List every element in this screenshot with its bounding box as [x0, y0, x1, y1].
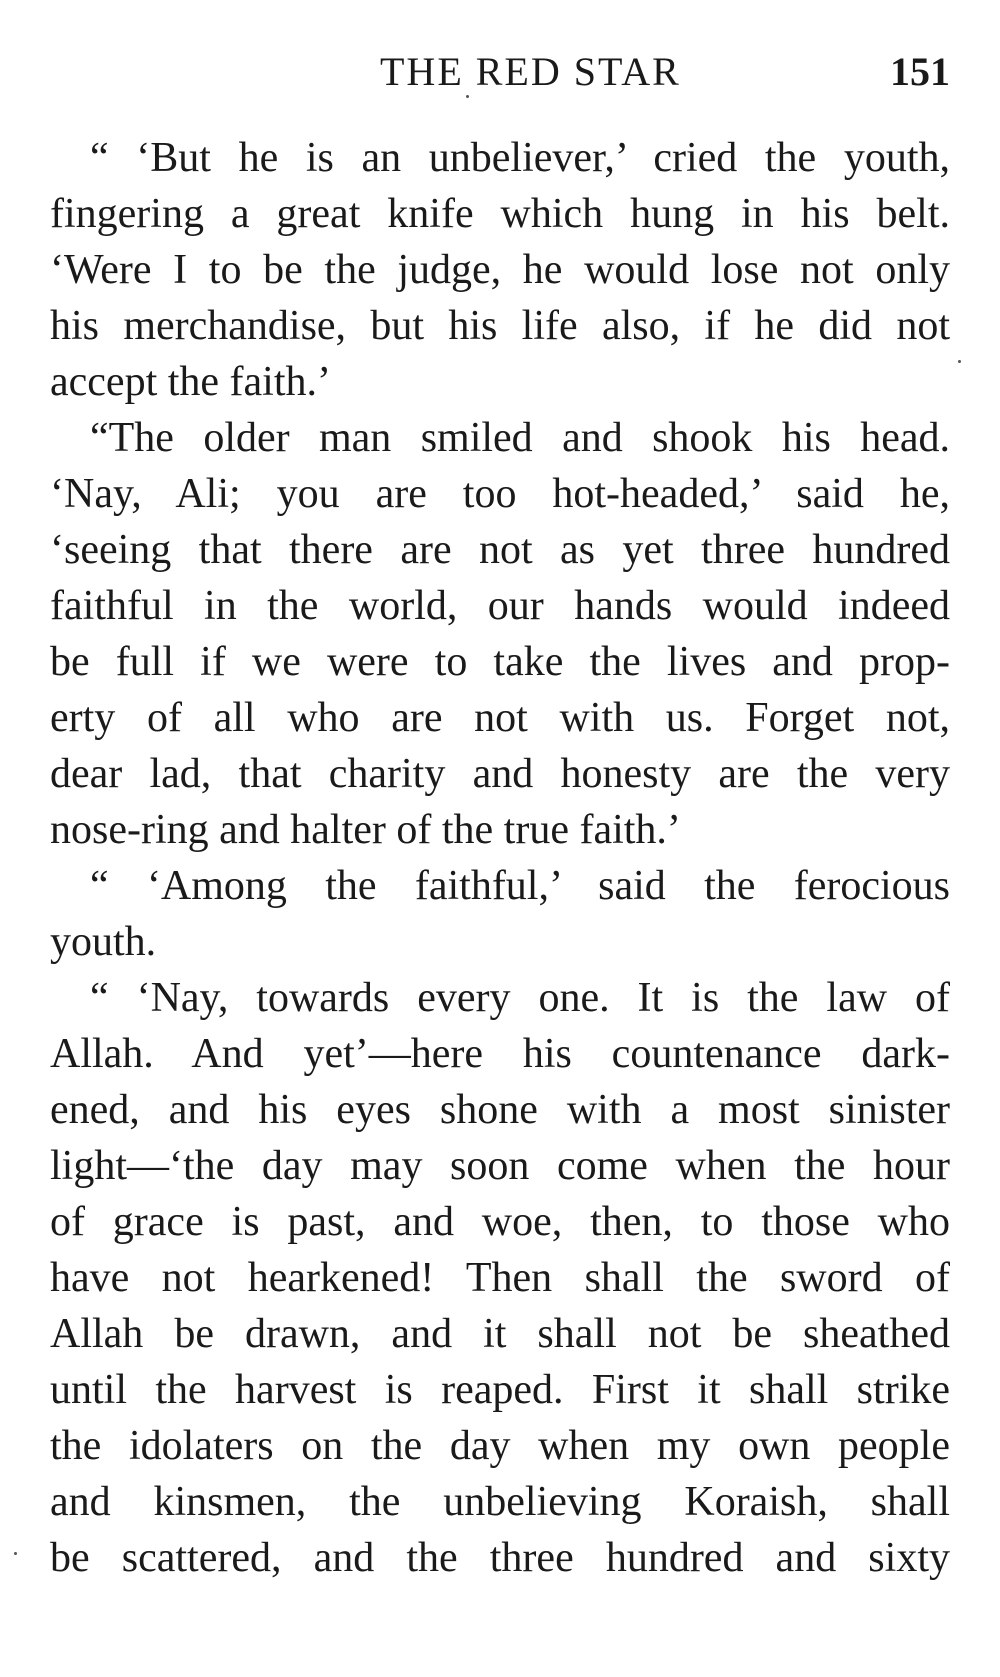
- text-line: youth.: [50, 919, 157, 965]
- text-line: accept the faith.’: [50, 359, 331, 405]
- text-line: Allah. And yet’—here his countenance dark-: [50, 1031, 950, 1077]
- text-line: “ ‘But he is an unbeliever,’ cried the youth,: [90, 135, 950, 181]
- text-line: be full if we were to take the lives and prop-: [50, 639, 950, 685]
- text-line: ened, and his eyes shone with a most sinister: [50, 1087, 950, 1133]
- text-line: the idolaters on the day when my own people: [50, 1423, 950, 1469]
- text-line: erty of all who are not with us. Forget not,: [50, 695, 950, 741]
- text-line: ‘Were I to be the judge, he would lose not only: [50, 247, 950, 293]
- text-line: “The older man smiled and shook his head.: [90, 415, 950, 461]
- running-title: THE RED STAR: [380, 49, 681, 94]
- body-text: [50, 130, 950, 1586]
- text-line: of grace is past, and woe, then, to those who: [50, 1199, 950, 1245]
- text-line: faithful in the world, our hands would indeed: [50, 583, 950, 629]
- scan-speck: [958, 360, 961, 363]
- text-line: have not hearkened! Then shall the sword of: [50, 1255, 950, 1301]
- text-line: his merchandise, but his life also, if he did not: [50, 303, 950, 349]
- text-line: ‘seeing that there are not as yet three hundred: [50, 527, 950, 573]
- text-line: until the harvest is reaped. First it shall strike: [50, 1367, 950, 1413]
- text-line: nose-ring and halter of the true faith.’: [50, 807, 681, 853]
- text-line: dear lad, that charity and honesty are the very: [50, 751, 950, 797]
- text-line: and kinsmen, the unbelieving Koraish, shall: [50, 1479, 950, 1525]
- text-line: “ ‘Nay, towards every one. It is the law of: [90, 975, 950, 1021]
- page-number: 151: [890, 49, 950, 94]
- scan-speck: [466, 95, 469, 98]
- text-line: Allah be drawn, and it shall not be sheathed: [50, 1311, 950, 1357]
- text-line: ‘Nay, Ali; you are too hot-headed,’ said he,: [50, 471, 950, 517]
- text-line: “ ‘Among the faithful,’ said the ferocious: [90, 863, 950, 909]
- text-line: light—‘the day may soon come when the hour: [50, 1143, 950, 1189]
- text-line: be scattered, and the three hundred and sixty: [50, 1535, 950, 1581]
- text-line: fingering a great knife which hung in his belt.: [50, 191, 950, 237]
- running-header: [50, 48, 950, 98]
- scan-speck: [14, 1552, 17, 1555]
